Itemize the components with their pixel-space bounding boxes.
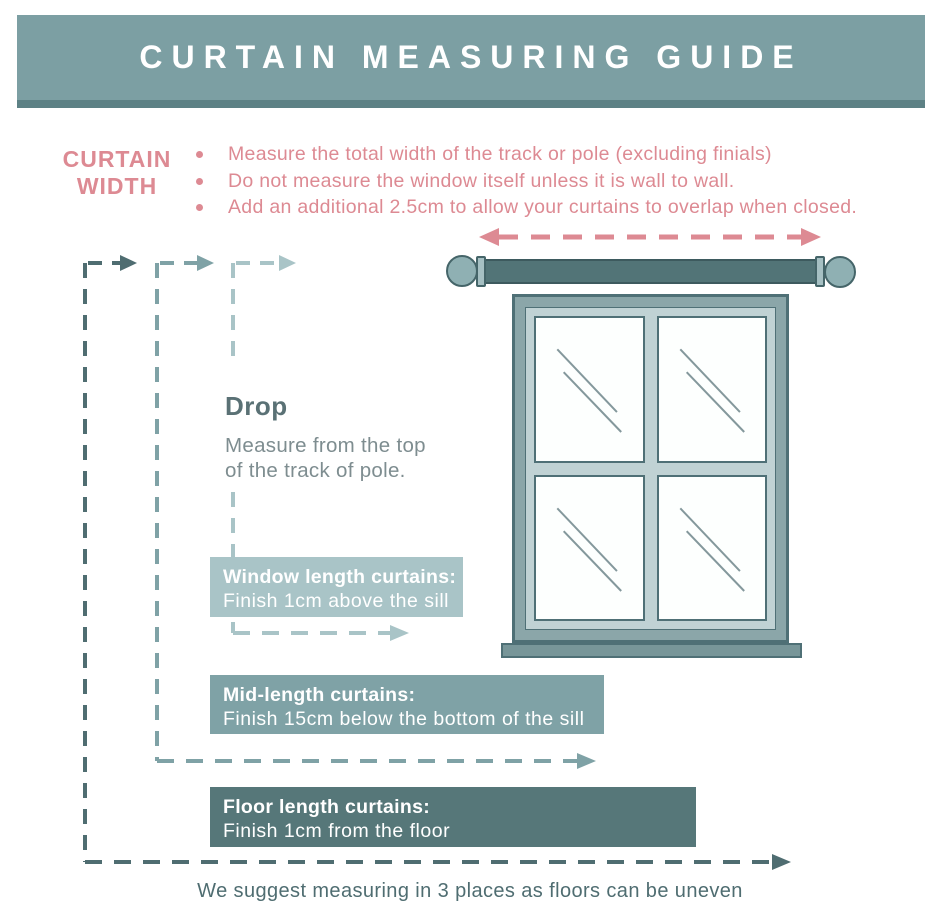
floor-length-box <box>210 787 696 847</box>
curtain-pole <box>482 259 820 284</box>
curtain-width-arrow-icon <box>479 228 821 246</box>
floor-length-detail: Finish 1cm from the floor <box>223 820 451 842</box>
curtain-width-label <box>52 146 182 200</box>
floor-length-title: Floor length curtains: <box>223 796 431 818</box>
mid-length-title: Mid-length curtains: <box>223 684 416 706</box>
window-pane <box>657 475 768 622</box>
pole-finial-left <box>446 255 478 287</box>
window-pane <box>534 475 645 622</box>
window-sill <box>501 643 802 658</box>
glass-reflection-icon <box>659 477 766 620</box>
window-length-box <box>210 557 463 617</box>
drop-heading: Drop <box>225 391 288 421</box>
window-length-title: Window length curtains: <box>223 566 457 588</box>
drop-description <box>225 433 426 483</box>
drop-description-line1: Measure from the top <box>225 434 426 457</box>
drop-description-line2: of the track of pole. <box>225 459 406 482</box>
window-pane <box>534 316 645 463</box>
bullet-item: Measure the total width of the track or pole (excluding finials) <box>190 141 910 168</box>
window-frame <box>512 294 789 643</box>
mid-length-detail: Finish 15cm below the bottom of the sill <box>223 708 585 730</box>
glass-reflection-icon <box>536 318 643 461</box>
window-pane <box>657 316 768 463</box>
mid-length-box <box>210 675 604 734</box>
pole-finial-right <box>824 256 856 288</box>
window-length-detail: Finish 1cm above the sill <box>223 590 450 612</box>
bullet-item: Add an additional 2.5cm to allow your curtains to overlap when closed. <box>190 194 910 221</box>
curtain-width-label-line2: WIDTH <box>76 173 158 199</box>
glass-reflection-icon <box>659 318 766 461</box>
page-title: CURTAIN MEASURING GUIDE <box>139 39 803 75</box>
curtain-width-label-line1: CURTAIN <box>62 146 172 172</box>
pole-bracket-left <box>476 256 486 287</box>
pole-bracket-right <box>815 256 825 287</box>
header-banner <box>17 15 925 108</box>
footer-note: We suggest measuring in 3 places as floors can be uneven <box>197 880 743 902</box>
glass-reflection-icon <box>536 477 643 620</box>
bullet-item: Do not measure the window itself unless it is wall to wall. <box>190 168 910 195</box>
curtain-width-instructions <box>190 141 910 221</box>
window-inner-frame <box>525 307 776 630</box>
